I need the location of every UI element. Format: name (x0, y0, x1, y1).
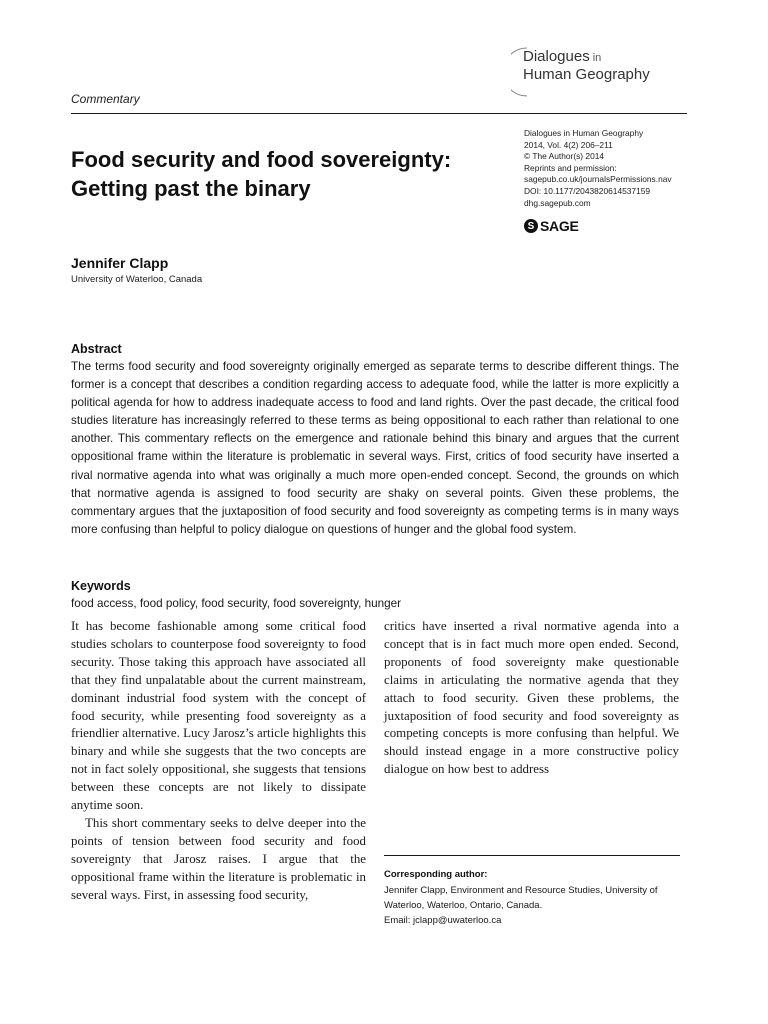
body-column-right (384, 618, 679, 779)
body-paragraph: critics have inserted a rival normative agenda into a concept that is in fact much more open ended. Second, proponents of food sovereignty make questionable claims in articulating the normative agenda that they attach to food security. Given these problems, the juxtaposition of food security and food sovereignty as competing concepts is more confusing than helpful. We should instead engage in a more constructive policy dialogue on how best to address (384, 619, 679, 777)
logo-line-2: Human Geography (523, 66, 650, 83)
sage-wordmark: SAGE (540, 218, 579, 234)
corresponding-author-email: Email: jclapp@uwaterloo.ca (384, 915, 502, 926)
meta-journal-url: dhg.sagepub.com (524, 197, 591, 208)
logo-line-1 (523, 48, 601, 65)
meta-journal-name: Dialogues in Human Geography (524, 128, 644, 138)
body-column-left (71, 618, 366, 905)
logo-in: in (592, 52, 602, 64)
author-name: Jennifer Clapp (71, 255, 169, 271)
sage-logo (524, 218, 578, 234)
journal-meta (524, 128, 724, 209)
body-paragraph: It has become fashionable among some critical food studies scholars to counterpose food sovereignty to food security. Those taking this approach have associated all that they find unpalatable about the current mainstream, dominant industrial food system with the concept of food security, while presenting food sovereignty as a friendlier alternative. Lucy Jarosz’s article highlights this binary and while she suggests that the two concepts are not in fact solely oppositional, she suggests that tensions between these concepts are not likely to dissipate anytime soon. (71, 619, 366, 813)
meta-reprints: Reprints and permission: (524, 162, 617, 173)
article-type: Commentary (71, 92, 140, 106)
journal-logo (511, 46, 671, 98)
corresponding-author-heading: Corresponding author: (384, 869, 488, 880)
sage-mark-icon: S (524, 219, 538, 233)
article-title: Food security and food sovereignty: Getting past the binary (71, 147, 452, 201)
body-paragraph: This short commentary seeks to delve deeper into the points of tension between food security and food sovereignty that Jarosz raises. I argue that the oppositional frame within the literature is problematic in several ways. First, in assessing food security, (71, 815, 366, 902)
abstract-heading: Abstract (71, 342, 122, 356)
header-rule (71, 113, 687, 114)
corresponding-author-line: Jennifer Clapp, Environment and Resource Studies, University of (384, 885, 658, 896)
corresponding-author-details (384, 883, 684, 928)
meta-permissions-url: sagepub.co.uk/journalsPermissions.nav (524, 174, 672, 185)
keywords-heading: Keywords (71, 579, 131, 593)
keywords-list: food access, food policy, food security, food sovereignty, hunger (71, 597, 402, 610)
corresponding-author-line: Waterloo, Waterloo, Ontario, Canada. (384, 900, 543, 911)
abstract-text: The terms food security and food sovereignty originally emerged as separate terms to describe different things. The former is a concept that describes a condition regarding access to adequate food, while the latter is more explicitly a political agenda for how to address inadequate access to food and land rights. Over the past decade, the critical food studies literature has increasingly referred to these terms as being oppositional to each rather than relational to one another. This commentary reflects on the emergence and rationale behind this binary and argues that the current oppositional frame within the literature is problematic in several ways. First, critics of food security have inserted a rival normative agenda into what was originally a much more open-ended concept. Second, the grounds on which that normative agenda is assigned to food security are shaky on several points. Given these problems, the commentary argues that the juxtaposition of food security and food sovereignty as competing terms is in many ways more confusing than helpful to policy dialogue on questions of hunger and the global food system. (71, 360, 679, 536)
meta-copyright: © The Author(s) 2014 (524, 151, 605, 162)
author-affiliation: University of Waterloo, Canada (71, 274, 203, 285)
meta-doi: DOI: 10.1177/2043820614537159 (524, 185, 651, 196)
meta-volume: 2014, Vol. 4(2) 206–211 (524, 139, 613, 150)
logo-dialogues: Dialogues (523, 48, 590, 65)
footnote-rule (384, 855, 680, 856)
